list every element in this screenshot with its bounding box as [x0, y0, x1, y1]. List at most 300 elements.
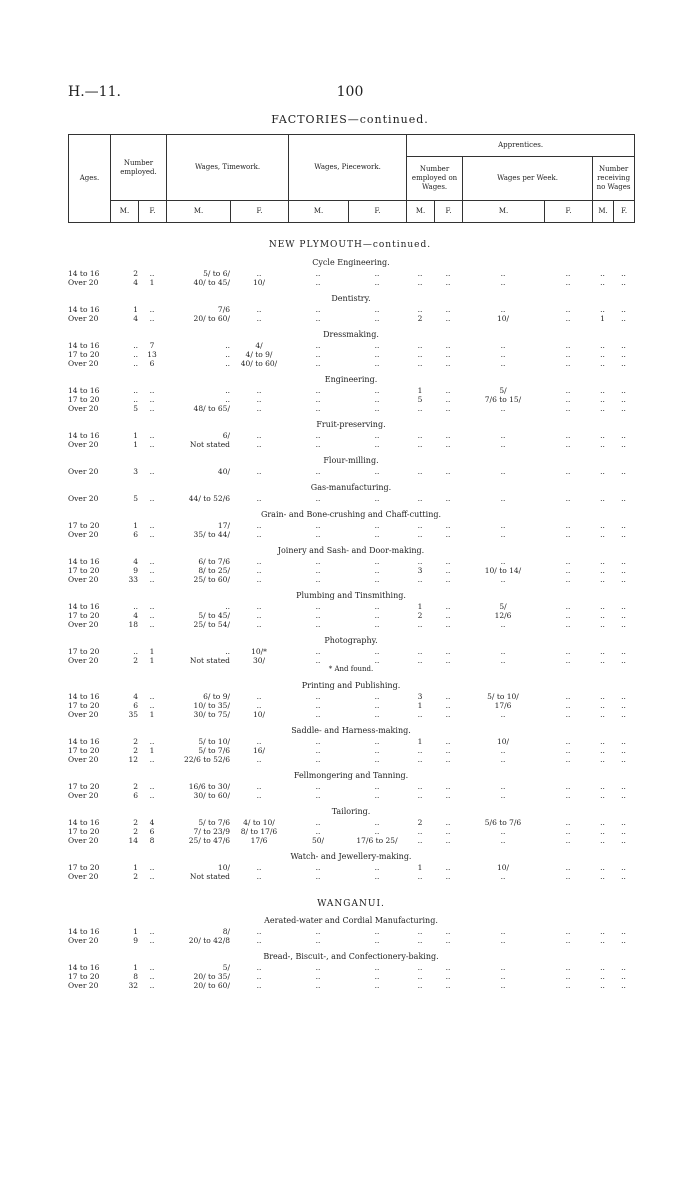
- table-cell: 17/6 to 25/: [356, 836, 398, 845]
- table-cell: ..: [315, 341, 321, 350]
- table-cell: 3: [417, 566, 423, 575]
- table-cell: 17 to 20: [68, 827, 100, 836]
- table-cell: ..: [374, 791, 380, 800]
- table-row: [68, 557, 634, 566]
- table-cell: ..: [600, 791, 605, 800]
- table-cell: ..: [256, 863, 262, 872]
- table-cell: ..: [133, 341, 138, 350]
- table-cell: ..: [149, 782, 155, 791]
- table-cell: ..: [149, 431, 155, 440]
- table-cell: ..: [315, 656, 321, 665]
- table-cell: Over 20: [68, 936, 99, 945]
- page-title: FACTORIES—continued.: [271, 113, 429, 126]
- table-cell: ..: [315, 972, 321, 981]
- table-cell: ..: [315, 936, 321, 945]
- trade-heading: Cycle Engineering.: [312, 258, 390, 267]
- table-cell: ..: [149, 963, 155, 972]
- table-cell: 30/: [252, 656, 266, 665]
- table-cell: ..: [600, 620, 605, 629]
- table-cell: ..: [445, 782, 451, 791]
- table-cell: ..: [621, 755, 626, 764]
- table-cell: 14 to 16: [68, 602, 100, 611]
- trade-heading: Plumbing and Tinsmithing.: [296, 591, 406, 600]
- table-cell: Over 20: [68, 530, 99, 539]
- section-heading: WANGANUI.: [317, 899, 385, 909]
- table-cell: 40/ to 60/: [240, 359, 278, 368]
- table-cell: 50/: [311, 836, 325, 845]
- table-cell: ..: [600, 746, 605, 755]
- table-cell: ..: [374, 305, 380, 314]
- table-cell: ..: [445, 981, 451, 990]
- table-cell: 17/6: [250, 836, 268, 845]
- table-cell: ..: [600, 818, 605, 827]
- table-cell: ..: [149, 863, 155, 872]
- table-cell: ..: [621, 656, 626, 665]
- table-cell: ..: [149, 557, 155, 566]
- table-row: [68, 467, 634, 476]
- table-cell: ..: [621, 872, 626, 881]
- table-cell: ..: [256, 566, 262, 575]
- header-apprentices-number: Number employed on Wages.: [407, 157, 463, 201]
- table-cell: ..: [149, 530, 155, 539]
- table-cell: ..: [315, 431, 321, 440]
- table-cell: ..: [565, 395, 571, 404]
- page-reference: H.—11.: [68, 84, 121, 100]
- table-cell: 16/6 to 30/: [188, 782, 230, 791]
- table-cell: Not stated: [189, 656, 230, 665]
- trade-heading: Joinery and Sash- and Door-making.: [277, 546, 425, 555]
- table-cell: ..: [374, 710, 380, 719]
- table-cell: ..: [565, 341, 571, 350]
- table-cell: ..: [621, 269, 626, 278]
- header-m: M.: [593, 201, 614, 223]
- table-cell: ..: [565, 575, 571, 584]
- table-cell: ..: [315, 611, 321, 620]
- table-cell: ..: [600, 611, 605, 620]
- table-cell: ..: [500, 359, 506, 368]
- trade-heading: Bread-, Biscuit-, and Confectionery-baking.: [263, 952, 439, 961]
- table-cell: 1: [133, 963, 138, 972]
- table-row: [68, 305, 634, 314]
- table-cell: 1: [417, 386, 423, 395]
- table-cell: ..: [621, 737, 626, 746]
- table-cell: ..: [417, 269, 423, 278]
- table-cell: 1: [133, 927, 138, 936]
- table-cell: 17 to 20: [68, 611, 100, 620]
- table-cell: 5/6 to 7/6: [484, 818, 522, 827]
- table-cell: ..: [565, 566, 571, 575]
- table-cell: 2: [133, 827, 138, 836]
- table-cell: 5/ to 6/: [203, 269, 230, 278]
- table-cell: ..: [417, 404, 423, 413]
- table-cell: 8: [133, 972, 138, 981]
- table-cell: ..: [445, 611, 451, 620]
- table-cell: ..: [621, 557, 626, 566]
- table-cell: ..: [500, 341, 506, 350]
- table-cell: ..: [256, 927, 262, 936]
- table-cell: ..: [600, 440, 605, 449]
- table-cell: ..: [149, 701, 155, 710]
- table-cell: ..: [600, 386, 605, 395]
- table-cell: ..: [149, 602, 155, 611]
- table-cell: ..: [315, 981, 321, 990]
- table-cell: 17 to 20: [68, 350, 100, 359]
- header-f: F.: [614, 201, 635, 223]
- table-cell: ..: [600, 863, 605, 872]
- table-cell: ..: [149, 386, 155, 395]
- table-cell: ..: [500, 431, 506, 440]
- table-cell: 14 to 16: [68, 557, 100, 566]
- table-cell: ..: [445, 872, 451, 881]
- table-cell: ..: [315, 755, 321, 764]
- table-cell: ..: [600, 530, 605, 539]
- table-cell: ..: [445, 602, 451, 611]
- table-cell: ..: [417, 341, 423, 350]
- table-cell: 10/: [496, 314, 510, 323]
- table-cell: ..: [565, 305, 571, 314]
- table-cell: ..: [374, 981, 380, 990]
- table-cell: ..: [133, 395, 138, 404]
- table-cell: ..: [256, 620, 262, 629]
- table-cell: ..: [374, 647, 380, 656]
- table-cell: ..: [445, 791, 451, 800]
- table-cell: 25/ to 54/: [193, 620, 230, 629]
- header-m: M.: [111, 201, 139, 223]
- table-row: [68, 836, 634, 845]
- table-cell: 4/ to 10/: [243, 818, 275, 827]
- table-cell: ..: [600, 981, 605, 990]
- table-cell: ..: [149, 981, 155, 990]
- table-cell: ..: [374, 440, 380, 449]
- table-cell: 33: [128, 575, 138, 584]
- table-cell: ..: [621, 791, 626, 800]
- table-cell: ..: [565, 278, 571, 287]
- table-cell: ..: [315, 791, 321, 800]
- table-cell: ..: [374, 278, 380, 287]
- table-cell: ..: [149, 395, 155, 404]
- table-cell: ..: [374, 692, 380, 701]
- table-cell: ..: [417, 963, 423, 972]
- table-cell: ..: [565, 494, 571, 503]
- header-m: M.: [463, 201, 545, 223]
- trade-heading: Dentistry.: [331, 294, 371, 303]
- table-cell: ..: [445, 710, 451, 719]
- table-cell: ..: [315, 863, 321, 872]
- table-row: [68, 395, 634, 404]
- table-cell: 9: [133, 936, 138, 945]
- table-row: [68, 521, 634, 530]
- table-cell: 7/6 to 15/: [484, 395, 522, 404]
- table-row: [68, 341, 634, 350]
- trade-heading: Engineering.: [324, 375, 378, 384]
- table-cell: ..: [500, 981, 506, 990]
- table-cell: ..: [565, 782, 571, 791]
- table-cell: Over 20: [68, 620, 99, 629]
- table-cell: ..: [149, 972, 155, 981]
- table-cell: ..: [621, 278, 626, 287]
- table-cell: ..: [565, 440, 571, 449]
- table-row: [68, 494, 634, 503]
- table-cell: ..: [600, 602, 605, 611]
- table-row: [68, 692, 634, 701]
- table-cell: ..: [500, 620, 506, 629]
- table-cell: ..: [565, 981, 571, 990]
- table-cell: ..: [149, 521, 155, 530]
- table-cell: ..: [565, 863, 571, 872]
- footnote: * And found.: [328, 665, 374, 673]
- table-cell: 1: [149, 278, 155, 287]
- table-cell: 10/: [496, 863, 510, 872]
- table-cell: ..: [256, 575, 262, 584]
- table-cell: 2: [133, 872, 138, 881]
- table-cell: Over 20: [68, 710, 99, 719]
- trade-heading: Aerated-water and Cordial Manufacturing.: [264, 916, 438, 925]
- table-row: [68, 827, 634, 836]
- table-cell: 12/6: [494, 611, 512, 620]
- table-cell: 5/: [499, 602, 507, 611]
- table-cell: 22/6 to 52/6: [184, 755, 230, 764]
- table-row: [68, 404, 634, 413]
- trade-heading: Dressmaking.: [323, 330, 379, 339]
- table-cell: ..: [417, 494, 423, 503]
- table-cell: ..: [621, 386, 626, 395]
- table-cell: 2: [133, 782, 138, 791]
- table-cell: ..: [600, 647, 605, 656]
- table-cell: ..: [256, 791, 262, 800]
- table-cell: ..: [417, 656, 423, 665]
- table-cell: ..: [445, 647, 451, 656]
- table-cell: ..: [256, 530, 262, 539]
- table-cell: ..: [565, 602, 571, 611]
- table-cell: ..: [374, 395, 380, 404]
- table-cell: 1: [133, 521, 138, 530]
- table-cell: ..: [149, 791, 155, 800]
- table-cell: ..: [600, 305, 605, 314]
- table-cell: ..: [600, 404, 605, 413]
- table-cell: 5: [133, 404, 138, 413]
- table-cell: ..: [500, 494, 506, 503]
- table-row: [68, 350, 634, 359]
- table-cell: ..: [565, 404, 571, 413]
- table-cell: ..: [600, 710, 605, 719]
- table-cell: ..: [500, 521, 506, 530]
- table-cell: 1: [149, 656, 155, 665]
- table-cell: 14 to 16: [68, 927, 100, 936]
- table-cell: ..: [445, 575, 451, 584]
- table-cell: ..: [315, 494, 321, 503]
- table-cell: 4: [133, 692, 138, 701]
- table-cell: ..: [565, 701, 571, 710]
- table-cell: ..: [417, 440, 423, 449]
- table-cell: ..: [417, 431, 423, 440]
- table-cell: ..: [374, 386, 380, 395]
- table-cell: ..: [445, 656, 451, 665]
- table-cell: ..: [565, 746, 571, 755]
- table-cell: ..: [565, 710, 571, 719]
- table-cell: ..: [621, 620, 626, 629]
- table-cell: ..: [600, 359, 605, 368]
- table-cell: ..: [600, 755, 605, 764]
- trade-heading: Flour-milling.: [323, 456, 379, 465]
- table-cell: ..: [500, 404, 506, 413]
- table-cell: ..: [417, 927, 423, 936]
- table-cell: ..: [256, 755, 262, 764]
- table-cell: ..: [256, 404, 262, 413]
- trade-heading: Gas-manufacturing.: [310, 483, 392, 492]
- table-cell: ..: [315, 521, 321, 530]
- table-cell: ..: [600, 701, 605, 710]
- table-cell: ..: [621, 440, 626, 449]
- table-cell: 7/ to 23/9: [193, 827, 230, 836]
- table-cell: 5/: [499, 386, 507, 395]
- table-cell: 7: [149, 341, 155, 350]
- table-cell: ..: [374, 936, 380, 945]
- table-cell: ..: [225, 602, 230, 611]
- header-wages-timework: Wages, Timework.: [167, 135, 289, 201]
- table-cell: ..: [600, 350, 605, 359]
- table-cell: ..: [315, 701, 321, 710]
- table-cell: ..: [445, 341, 451, 350]
- table-cell: 14: [128, 836, 138, 845]
- table-cell: 1: [417, 863, 423, 872]
- table-cell: 4: [133, 314, 138, 323]
- table-cell: ..: [374, 611, 380, 620]
- table-cell: ..: [621, 395, 626, 404]
- table-cell: ..: [374, 620, 380, 629]
- table-cell: ..: [256, 269, 262, 278]
- table-cell: 30/ to 75/: [193, 710, 230, 719]
- table-cell: Not stated: [189, 872, 230, 881]
- table-cell: ..: [417, 467, 423, 476]
- table-row: [68, 872, 634, 881]
- table-cell: ..: [565, 656, 571, 665]
- table-cell: ..: [149, 737, 155, 746]
- table-cell: ..: [445, 404, 451, 413]
- table-cell: 10/*: [251, 647, 267, 656]
- table-cell: ..: [417, 350, 423, 359]
- table-cell: ..: [315, 710, 321, 719]
- table-cell: Over 20: [68, 981, 99, 990]
- table-cell: ..: [374, 927, 380, 936]
- table-cell: ..: [445, 530, 451, 539]
- table-cell: ..: [565, 692, 571, 701]
- table-cell: 4: [133, 278, 138, 287]
- table-cell: 2: [133, 746, 138, 755]
- table-cell: 10/: [252, 710, 266, 719]
- table-cell: 2: [417, 611, 423, 620]
- table-cell: ..: [374, 494, 380, 503]
- table-cell: ..: [315, 963, 321, 972]
- table-cell: ..: [445, 467, 451, 476]
- table-cell: ..: [133, 602, 138, 611]
- table-cell: 2: [417, 314, 423, 323]
- table-cell: ..: [256, 521, 262, 530]
- table-cell: ..: [565, 936, 571, 945]
- table-cell: ..: [315, 467, 321, 476]
- table-cell: Not stated: [189, 440, 230, 449]
- table-row: [68, 710, 634, 719]
- table-cell: ..: [445, 936, 451, 945]
- table-cell: ..: [315, 269, 321, 278]
- table-cell: ..: [374, 359, 380, 368]
- table-row: [68, 863, 634, 872]
- table-cell: ..: [600, 557, 605, 566]
- table-cell: 10/: [217, 863, 230, 872]
- table-cell: ..: [621, 494, 626, 503]
- table-cell: 1: [133, 431, 138, 440]
- page-number: 100: [336, 84, 364, 100]
- table-row: [68, 981, 634, 990]
- table-cell: ..: [374, 737, 380, 746]
- table-cell: ..: [149, 692, 155, 701]
- table-cell: ..: [256, 386, 262, 395]
- table-cell: 1: [417, 737, 423, 746]
- header-f: F.: [435, 201, 463, 223]
- table-cell: ..: [621, 602, 626, 611]
- table-cell: 6/ to 9/: [203, 692, 230, 701]
- table-cell: ..: [133, 350, 138, 359]
- table-row: [68, 963, 634, 972]
- table-cell: ..: [315, 746, 321, 755]
- table-cell: ..: [256, 701, 262, 710]
- table-cell: ..: [600, 927, 605, 936]
- table-cell: 6: [133, 791, 138, 800]
- table-cell: ..: [600, 936, 605, 945]
- table-cell: ..: [315, 602, 321, 611]
- table-cell: ..: [417, 530, 423, 539]
- table-cell: ..: [621, 963, 626, 972]
- table-row: [68, 927, 634, 936]
- table-cell: ..: [621, 782, 626, 791]
- table-cell: ..: [565, 359, 571, 368]
- table-cell: ..: [149, 575, 155, 584]
- table-cell: ..: [315, 647, 321, 656]
- table-cell: ..: [256, 440, 262, 449]
- table-cell: ..: [500, 927, 506, 936]
- table-cell: ..: [417, 872, 423, 881]
- table-cell: ..: [417, 782, 423, 791]
- table-cell: 1: [417, 602, 423, 611]
- table-cell: ..: [565, 755, 571, 764]
- table-cell: Over 20: [68, 467, 99, 476]
- table-cell: ..: [445, 692, 451, 701]
- table-cell: ..: [600, 494, 605, 503]
- table-cell: ..: [374, 269, 380, 278]
- header-wages-piecework: Wages, Piecework.: [289, 135, 407, 201]
- table-cell: ..: [417, 620, 423, 629]
- table-cell: ..: [621, 467, 626, 476]
- table-cell: ..: [256, 467, 262, 476]
- table-cell: 40/ to 45/: [193, 278, 230, 287]
- table-cell: ..: [600, 278, 605, 287]
- table-cell: ..: [565, 269, 571, 278]
- table-cell: 4: [149, 818, 155, 827]
- table-cell: ..: [445, 963, 451, 972]
- trade-heading: Watch- and Jewellery-making.: [290, 852, 412, 861]
- table-cell: ..: [256, 972, 262, 981]
- table-cell: ..: [500, 827, 506, 836]
- table-cell: ..: [374, 863, 380, 872]
- header-m: M.: [167, 201, 231, 223]
- table-cell: Over 20: [68, 755, 99, 764]
- trade-heading: Fruit-preserving.: [316, 420, 386, 429]
- table-cell: ..: [417, 936, 423, 945]
- table-cell: ..: [445, 395, 451, 404]
- table-cell: 4: [133, 611, 138, 620]
- table-cell: ..: [374, 350, 380, 359]
- header-ages: Ages.: [69, 135, 111, 223]
- table-cell: ..: [374, 404, 380, 413]
